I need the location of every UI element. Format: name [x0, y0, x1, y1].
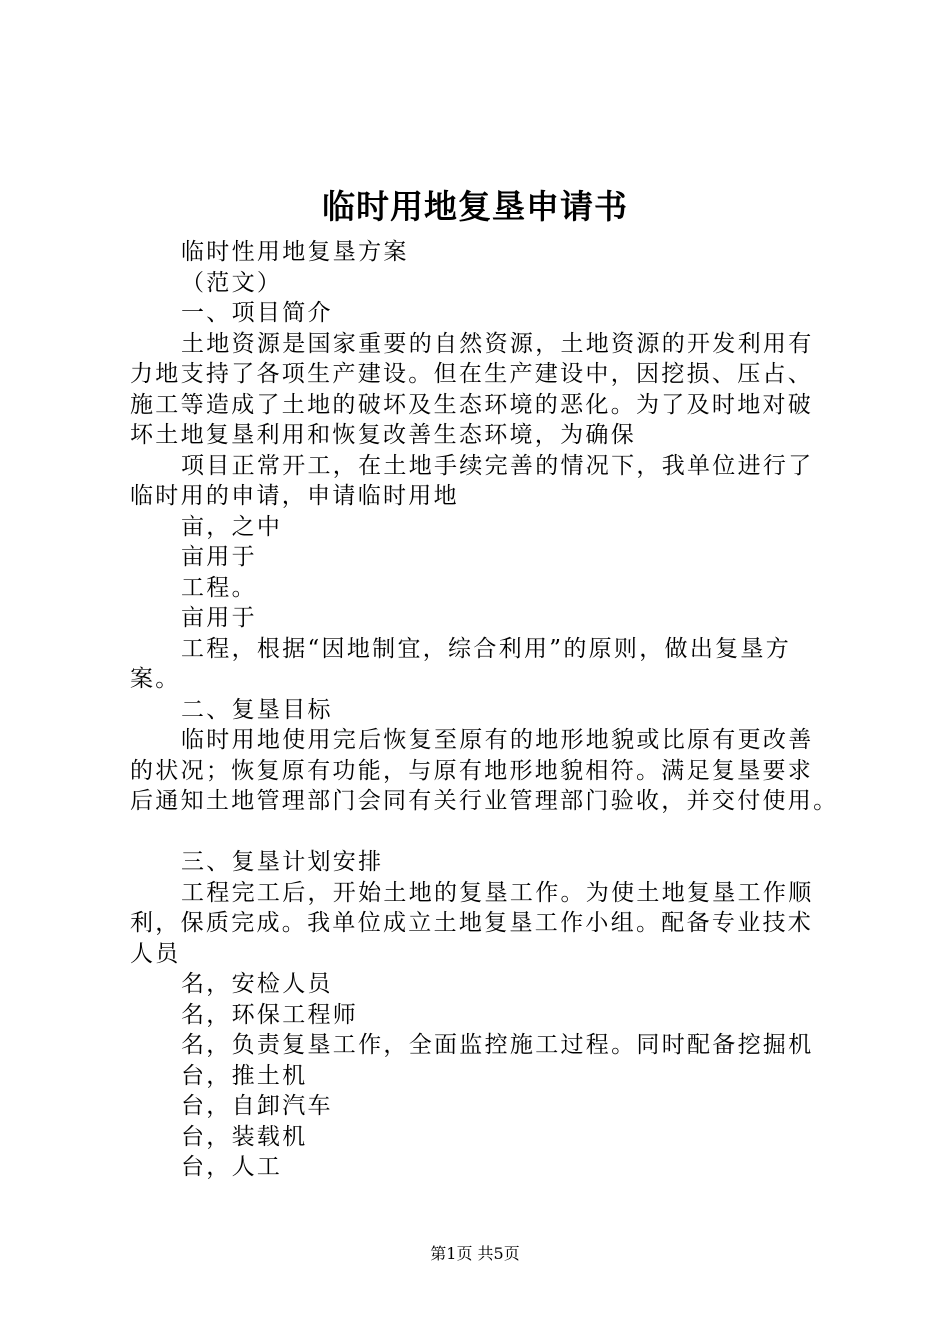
text-line: 人员	[130, 940, 181, 967]
text-line: 工程完工后，开始土地的复垦工作。为使土地复垦工作顺	[181, 879, 814, 906]
text-line: 后通知土地管理部门会同有关行业管理部门验收，并交付使用。	[130, 788, 839, 814]
text-line: 台，人工	[181, 1154, 283, 1180]
text-line: 力地支持了各项生产建设。但在生产建设中，因挖损、压占、	[130, 361, 814, 387]
text-line: 名，安检人员	[181, 971, 333, 997]
text-line: 案。	[130, 666, 181, 692]
section-heading: 一、项目简介	[181, 300, 333, 326]
text-line: 土地资源是国家重要的自然资源，土地资源的开发利用有	[181, 330, 814, 357]
text-line: 的状况；恢复原有功能，与原有地形地貌相符。满足复垦要求	[130, 757, 814, 784]
blank-line	[130, 817, 836, 848]
text-line: 利，保质完成。我单位成立土地复垦工作小组。配备专业技术	[130, 910, 814, 936]
document-title: 临时用地复垦申请书	[322, 187, 628, 226]
document-body	[130, 237, 839, 1183]
section-heading: 三、复垦计划安排	[181, 849, 384, 875]
text-line: 台，自卸汽车	[181, 1093, 333, 1119]
text-line: 工程，根据“因地制宜，综合利用”的原则，做出复垦方	[181, 635, 792, 662]
text-line: 台，装载机	[181, 1123, 308, 1150]
text-line: 坏土地复垦利用和恢复改善生态环境，为确保	[130, 422, 636, 448]
text-line: 亩用于	[181, 605, 257, 631]
text-line: 名，负责复垦工作，全面监控施工过程。同时配备挖掘机	[181, 1032, 814, 1058]
text-line: 亩用于	[181, 544, 257, 570]
text-line: 临时用地使用完后恢复至原有的地形地貌或比原有更改善	[181, 727, 814, 753]
text-line: 临时性用地复垦方案	[181, 239, 409, 265]
text-line: 亩，之中	[181, 513, 283, 540]
text-line: 临时用的申请，申请临时用地	[130, 483, 459, 509]
text-line: 项目正常开工，在土地手续完善的情况下，我单位进行了	[181, 452, 814, 479]
page-footer: 第1页 共5页	[430, 1244, 520, 1263]
text-line: 台，推土机	[181, 1062, 308, 1089]
text-line: 施工等造成了土地的破坏及生态环境的恶化。为了及时地对破	[130, 391, 814, 418]
section-heading: 二、复垦目标	[181, 696, 333, 723]
text-line: （范文）	[181, 269, 283, 296]
text-line: 工程。	[181, 574, 257, 601]
text-line: 名，环保工程师	[181, 1001, 359, 1028]
